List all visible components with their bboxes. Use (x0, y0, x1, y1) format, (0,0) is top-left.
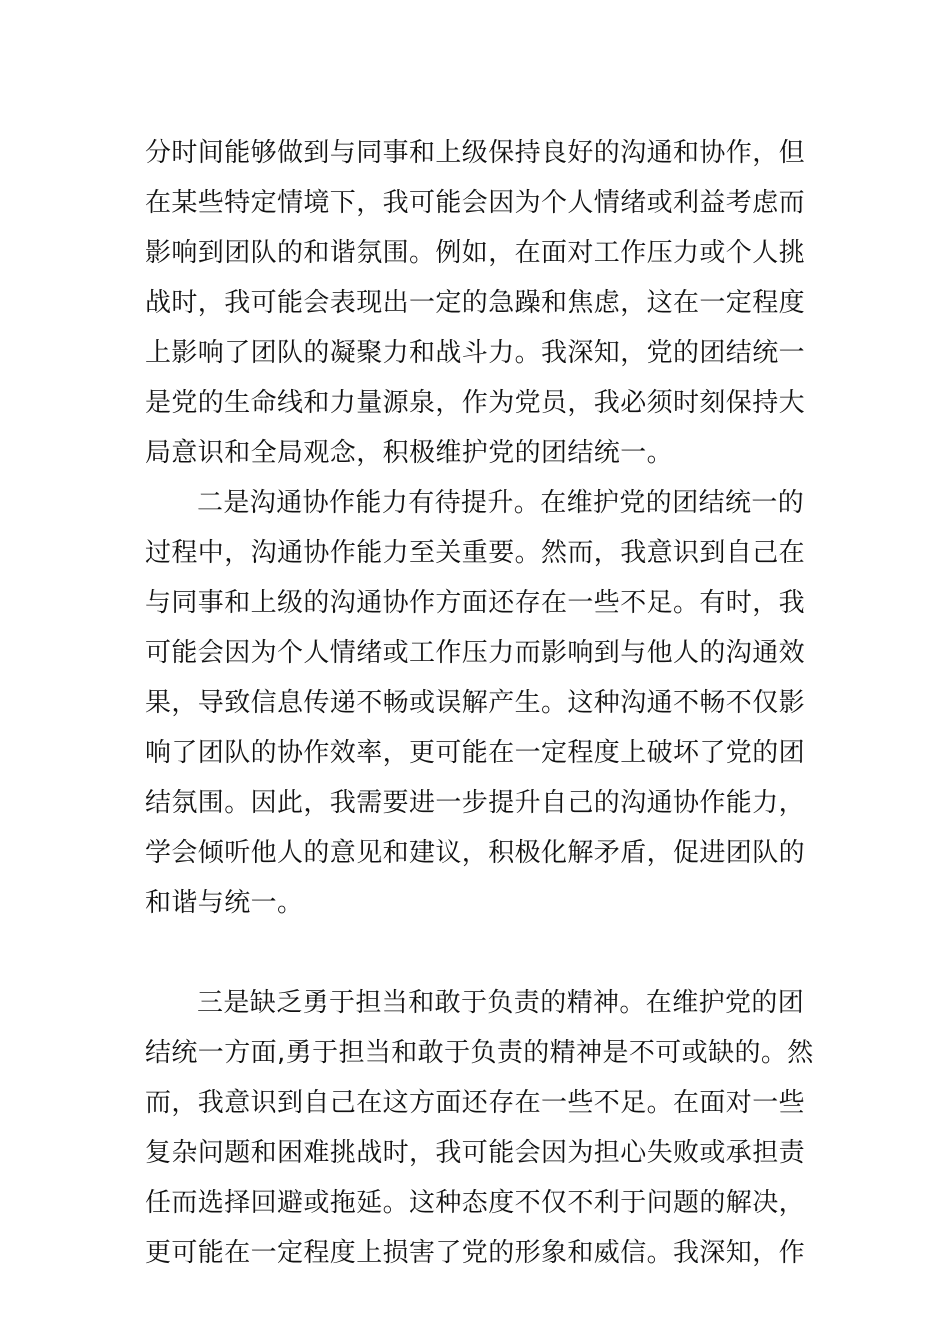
paragraph-1 (145, 128, 810, 478)
text-line: 与同事和上级的沟通协作方面还存在一些不足。有时，我 (145, 588, 806, 618)
text-line: 复杂问题和困难挑战时，我可能会因为担心失败或承担责 (145, 1138, 806, 1168)
text-line: 是党的生命线和力量源泉，作为党员，我必须时刻保持大 (145, 388, 806, 418)
text-line: 战时，我可能会表现出一定的急躁和焦虑，这在一定程度 (145, 288, 806, 318)
text-line: 而，我意识到自己在这方面还存在一些不足。在面对一些 (145, 1088, 806, 1118)
body-text (145, 128, 814, 1278)
text-line: 可能会因为个人情绪或工作压力而影响到与他人的沟通效 (145, 638, 806, 668)
text-line: 任而选择回避或拖延。这种态度不仅不利于问题的解决， (145, 1188, 806, 1218)
text-line: 学会倾听他人的意见和建议，积极化解矛盾，促进团队的 (145, 838, 806, 868)
text-line: 更可能在一定程度上损害了党的形象和威信。我深知，作 (145, 1238, 806, 1268)
text-line: 过程中，沟通协作能力至关重要。然而，我意识到自己在 (145, 538, 806, 568)
text-line: 和谐与统一。 (145, 888, 304, 918)
text-line (145, 928, 810, 978)
text-line: 三是缺乏勇于担当和敢于负责的精神。在维护党的团 (197, 988, 805, 1018)
text-line: 影响到团队的和谐氛围。例如，在面对工作压力或个人挑 (145, 238, 806, 268)
text-line: 局意识和全局观念，积极维护党的团结统一。 (145, 438, 674, 468)
paragraph-3 (145, 978, 814, 1278)
text-line: 分时间能够做到与同事和上级保持良好的沟通和协作，但 (145, 138, 806, 168)
text-line: 果，导致信息传递不畅或误解产生。这种沟通不畅不仅影 (145, 688, 806, 718)
text-line: 上影响了团队的凝聚力和战斗力。我深知，党的团结统一 (145, 338, 806, 368)
text-line: 结统一方面,勇于担当和敢于负责的精神是不可或缺的。然 (145, 1038, 814, 1068)
text-line: 结氛围。因此，我需要进一步提升自己的沟通协作能力， (145, 788, 806, 818)
paragraph-2 (145, 478, 810, 978)
text-line: 在某些特定情境下，我可能会因为个人情绪或利益考虑而 (145, 188, 806, 218)
text-line: 响了团队的协作效率，更可能在一定程度上破坏了党的团 (145, 738, 806, 768)
text-line: 二是沟通协作能力有待提升。在维护党的团结统一的 (197, 488, 805, 518)
